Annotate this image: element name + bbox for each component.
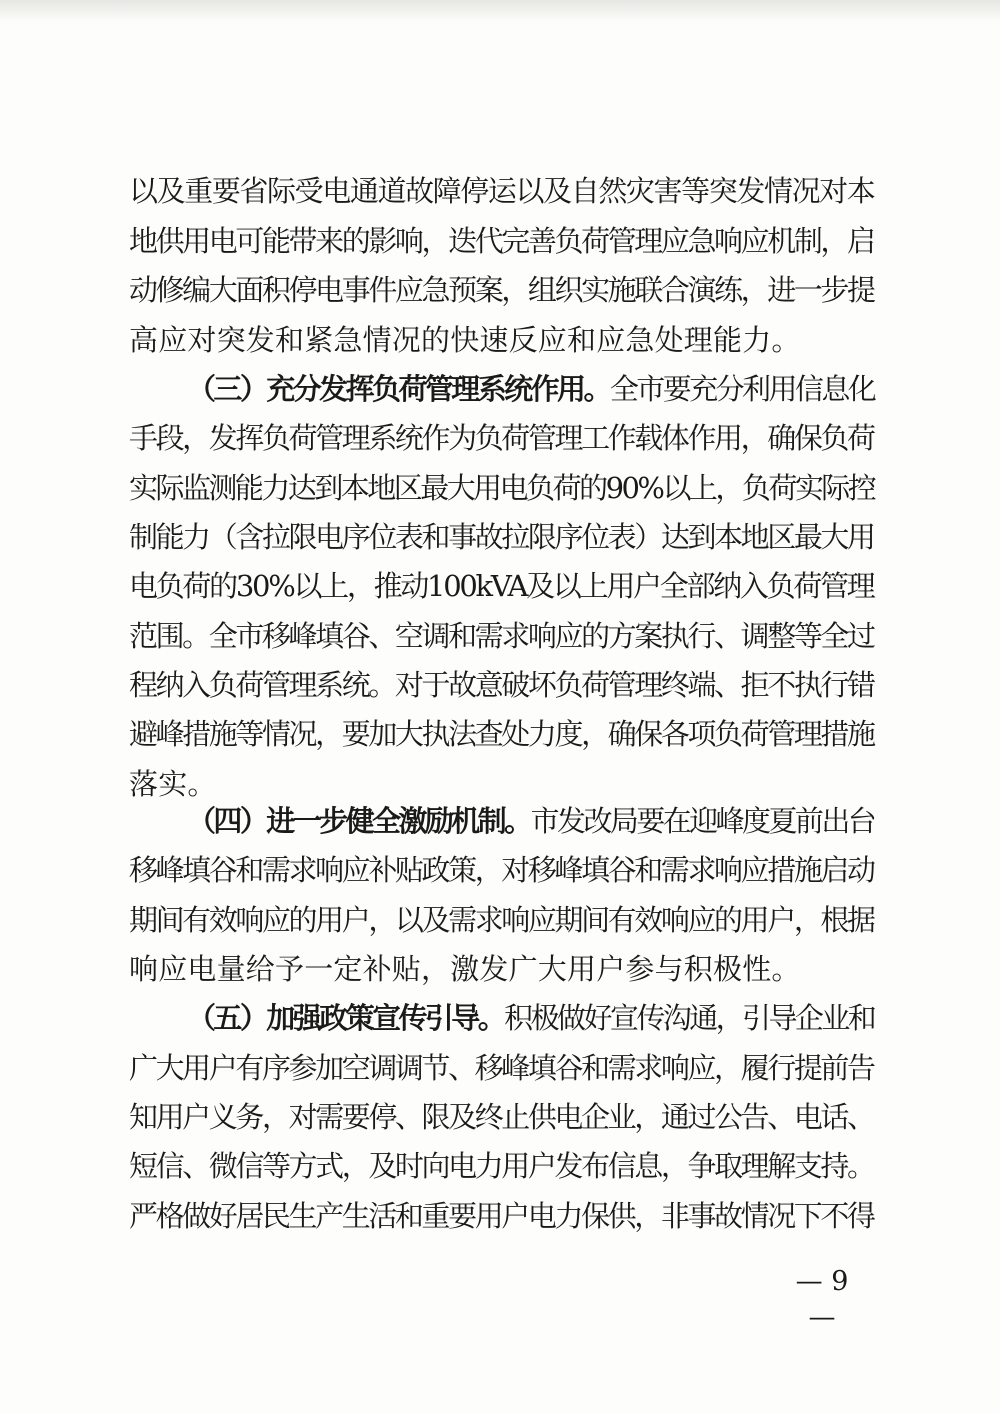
page-number: — 9 — — [795, 1266, 849, 1333]
text-line — [129, 1097, 874, 1137]
text-line — [129, 1146, 874, 1186]
text-line — [129, 221, 874, 261]
text-line — [129, 949, 801, 989]
line-text: 制能力（含拉限电序位表和事故拉限序位表）达到本地区最大用 — [129, 520, 874, 554]
text-line — [129, 764, 217, 804]
text-line — [129, 566, 874, 606]
section-heading-line — [187, 801, 874, 841]
text-line — [129, 468, 874, 508]
line-text: 落实。 — [129, 767, 217, 801]
text-line — [129, 418, 874, 458]
line-text: 手段，发挥负荷管理系统作为负荷管理工作载体作用，确保负荷 — [129, 421, 874, 455]
line-text: 动修编大面积停电事件应急预案，组织实施联合演练，进一步提 — [129, 273, 874, 307]
line-text: 期间有效响应的用户，以及需求响应期间有效响应的用户，根据 — [129, 903, 874, 937]
line-text: 地供用电可能带来的影响，迭代完善负荷管理应急响应机制，启 — [129, 224, 874, 258]
section-heading: （四）进一步健全激励机制。 — [187, 804, 531, 838]
line-text: 响应电量给予一定补贴，激发广大用户参与积极性。 — [129, 952, 801, 986]
line-text: 移峰填谷和需求响应补贴政策，对移峰填谷和需求响应措施启动 — [129, 853, 874, 887]
line-text: 以及重要省际受电通道故障停运以及自然灾害等突发情况对本 — [129, 174, 875, 208]
line-text: 全市要充分利用信息化 — [609, 372, 875, 406]
line-text: 避峰措施等情况，要加大执法查处力度，确保各项负荷管理措施 — [129, 717, 874, 751]
line-text: 知用户义务，对需要停、限及终止供电企业，通过公告、电话、 — [129, 1100, 874, 1134]
section-heading: （五）加强政策宣传引导。 — [187, 1001, 505, 1035]
text-line — [129, 1196, 874, 1236]
section-heading-line — [187, 998, 874, 1038]
line-text: 严格做好居民生产生活和重要用户电力保供，非事故情况下不得 — [129, 1199, 874, 1233]
line-text: 积极做好宣传沟通，引导企业和 — [504, 1001, 875, 1035]
line-text: 高应对突发和紧急情况的快速反应和应急处理能力。 — [129, 323, 801, 357]
line-text: 程纳入负荷管理系统。对于故意破坏负荷管理终端、拒不执行错 — [129, 668, 874, 702]
text-line — [129, 320, 801, 360]
text-line — [129, 616, 874, 656]
text-line — [129, 517, 874, 557]
text-line — [129, 850, 874, 890]
text-line — [129, 900, 874, 940]
line-text: 范围。全市移峰填谷、空调和需求响应的方案执行、调整等全过 — [129, 619, 874, 653]
text-line — [129, 1048, 874, 1088]
line-text: 广大用户有序参加空调调节、移峰填谷和需求响应，履行提前告 — [129, 1051, 874, 1085]
line-text: 市发改局要在迎峰度夏前出台 — [530, 804, 875, 838]
line-text: 实际监测能力达到本地区最大用电负荷的90%以上，负荷实际控 — [129, 471, 875, 505]
text-line — [129, 270, 874, 310]
text-line — [129, 665, 874, 705]
line-text: 电负荷的30%以上，推动100kVA及以上用户全部纳入负荷管理 — [129, 569, 874, 603]
section-heading-line — [187, 369, 874, 409]
line-text: 短信、微信等方式，及时向电力用户发布信息，争取理解支持。 — [129, 1149, 874, 1183]
text-line — [129, 714, 874, 754]
text-line — [129, 171, 874, 211]
section-heading: （三）充分发挥负荷管理系统作用。 — [187, 372, 610, 406]
